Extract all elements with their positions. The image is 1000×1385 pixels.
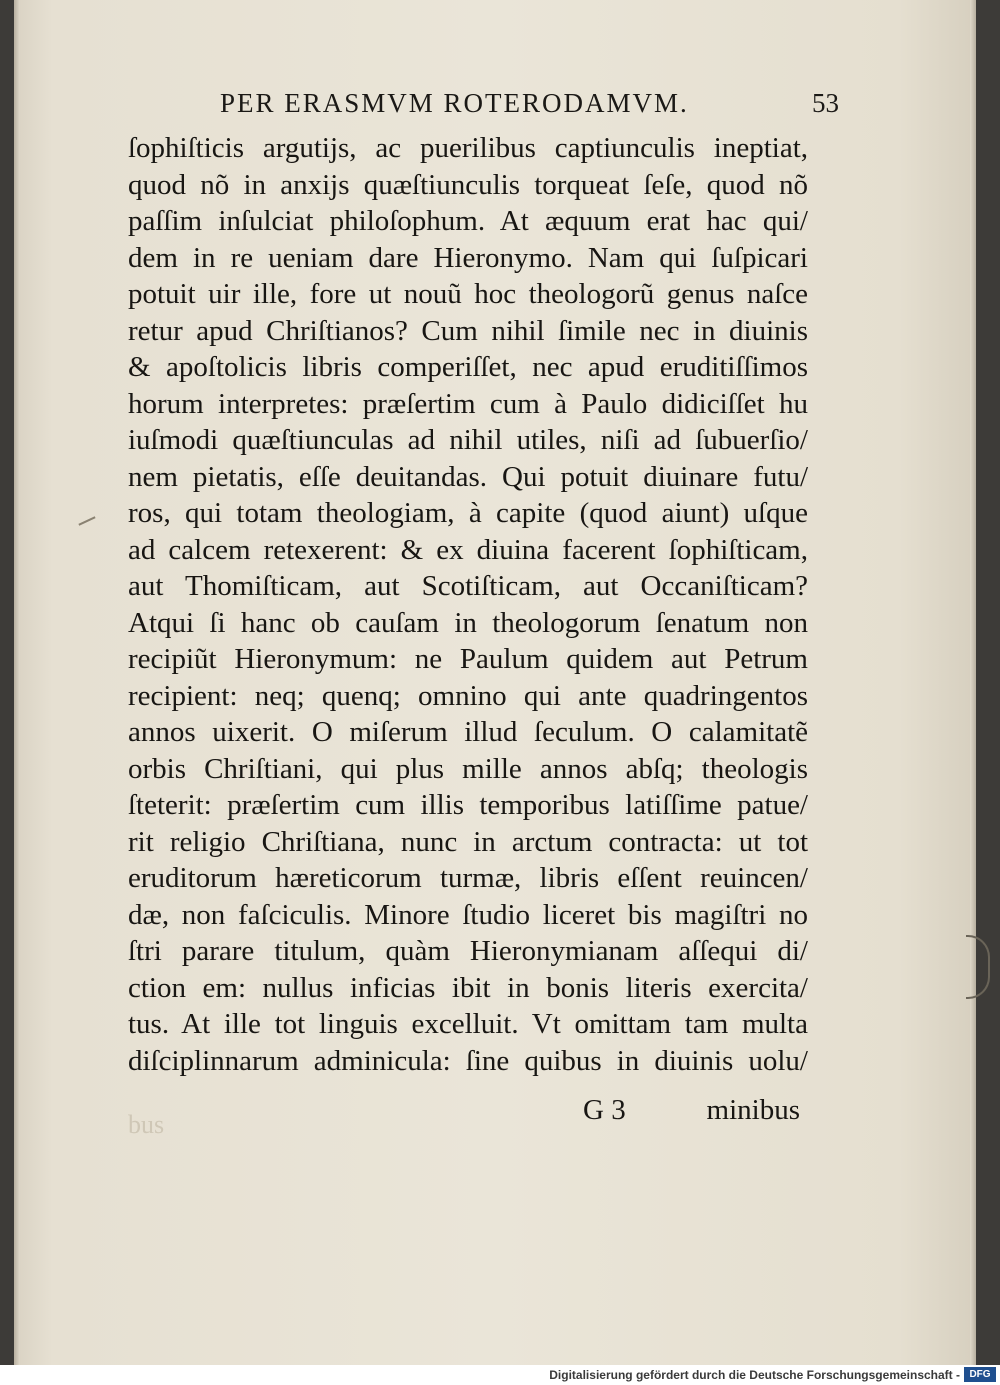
text-line: dem in re ueniam dare Hieronymo. Nam qui ſuſpicari xyxy=(128,241,808,274)
text-line: recipiũt Hieronymum: ne Paulum quidem aut Petrum xyxy=(128,643,808,675)
text-line: & apoſtolicis libris comperiſſet, nec apud eruditiſſimos xyxy=(128,351,808,383)
text-line: annos uixerit. O miſerum illud ſeculum. O calamitatẽ xyxy=(128,716,808,748)
text-line: quod nõ in anxijs quæſtiunculis torqueat ſeſe, quod nõ xyxy=(128,168,808,201)
funding-credit: Digitalisierung gefördert durch die Deutsche Forschungsgemeinschaft - xyxy=(549,1368,960,1382)
signature-mark: G 3 xyxy=(583,1094,626,1126)
text-line: Atqui ſi hanc ob cauſam in theologorum ſenatum non xyxy=(128,606,808,639)
text-line: ſteterit: præſertim cum illis temporibus latiſſime patue/ xyxy=(128,789,808,821)
footer-bar xyxy=(0,1365,1000,1385)
signature-row xyxy=(128,1094,800,1130)
text-line: horum interpretes: præſertim cum à Paulo didiciſſet hu xyxy=(128,387,808,420)
page-edge-left xyxy=(14,0,20,1365)
text-block xyxy=(128,130,808,1079)
text-line: rit religio Chriſtiana, nunc in arctum contracta: ut tot xyxy=(128,825,808,858)
text-line: retur apud Chriſtianos? Cum nihil ſimile nec in diuinis xyxy=(128,314,808,347)
text-line: nem pietatis, eſſe deuitandas. Qui potuit diuinare futu/ xyxy=(128,460,808,493)
text-line: ction em: nullus inficias ibit in bonis literis exercita/ xyxy=(128,971,808,1004)
catchword: minibus xyxy=(706,1094,800,1126)
page-tab xyxy=(966,935,990,999)
text-line: potuit uir ille, fore ut nouũ hoc theologorũ genus naſce xyxy=(128,278,808,310)
text-line: diſciplinnarum adminicula: ſine quibus in diuinis uolu/ xyxy=(128,1044,808,1077)
text-line: paſſim inſulciat philoſophum. At æquum erat hac qui/ xyxy=(128,205,808,237)
text-line: aut Thomiſticam, aut Scotiſticam, aut Occaniſticam? xyxy=(128,570,808,602)
text-line: ſtri parare titulum, quàm Hieronymianam aſſequi di/ xyxy=(128,935,808,967)
running-header xyxy=(220,88,840,118)
text-line: eruditorum hæreticorum turmæ, libris eſſent reuincen/ xyxy=(128,862,808,894)
text-line: ſophiſticis argutijs, ac puerilibus captiunculis ineptiat, xyxy=(128,132,808,164)
text-line: orbis Chriſtiani, qui plus mille annos abſq; theologis xyxy=(128,752,808,785)
text-line: dæ, non faſciculis. Minore ſtudio liceret bis magiſtri no xyxy=(128,898,808,931)
page-edge-right xyxy=(970,0,976,1365)
text-line: ros, qui totam theologiam, à capite (quod aiunt) uſque xyxy=(128,497,808,529)
show-through-text: bus xyxy=(128,1110,165,1139)
text-line: recipient: neq; quenq; omnino qui ante quadringentos xyxy=(128,679,808,712)
dfg-logo-icon: DFG xyxy=(964,1367,996,1382)
folio-number: 53 xyxy=(812,88,839,118)
text-line: ad calcem retexerent: & ex diuina facerent ſophiſticam, xyxy=(128,533,808,566)
text-line: tus. At ille tot linguis excelluit. Vt omittam tam multa xyxy=(128,1008,808,1040)
text-line: iuſmodi quæſtiunculas ad nihil utiles, niſi ad ſubuerſio/ xyxy=(128,424,808,456)
running-title: PER ERASMVM ROTERODAMVM. xyxy=(220,88,689,118)
